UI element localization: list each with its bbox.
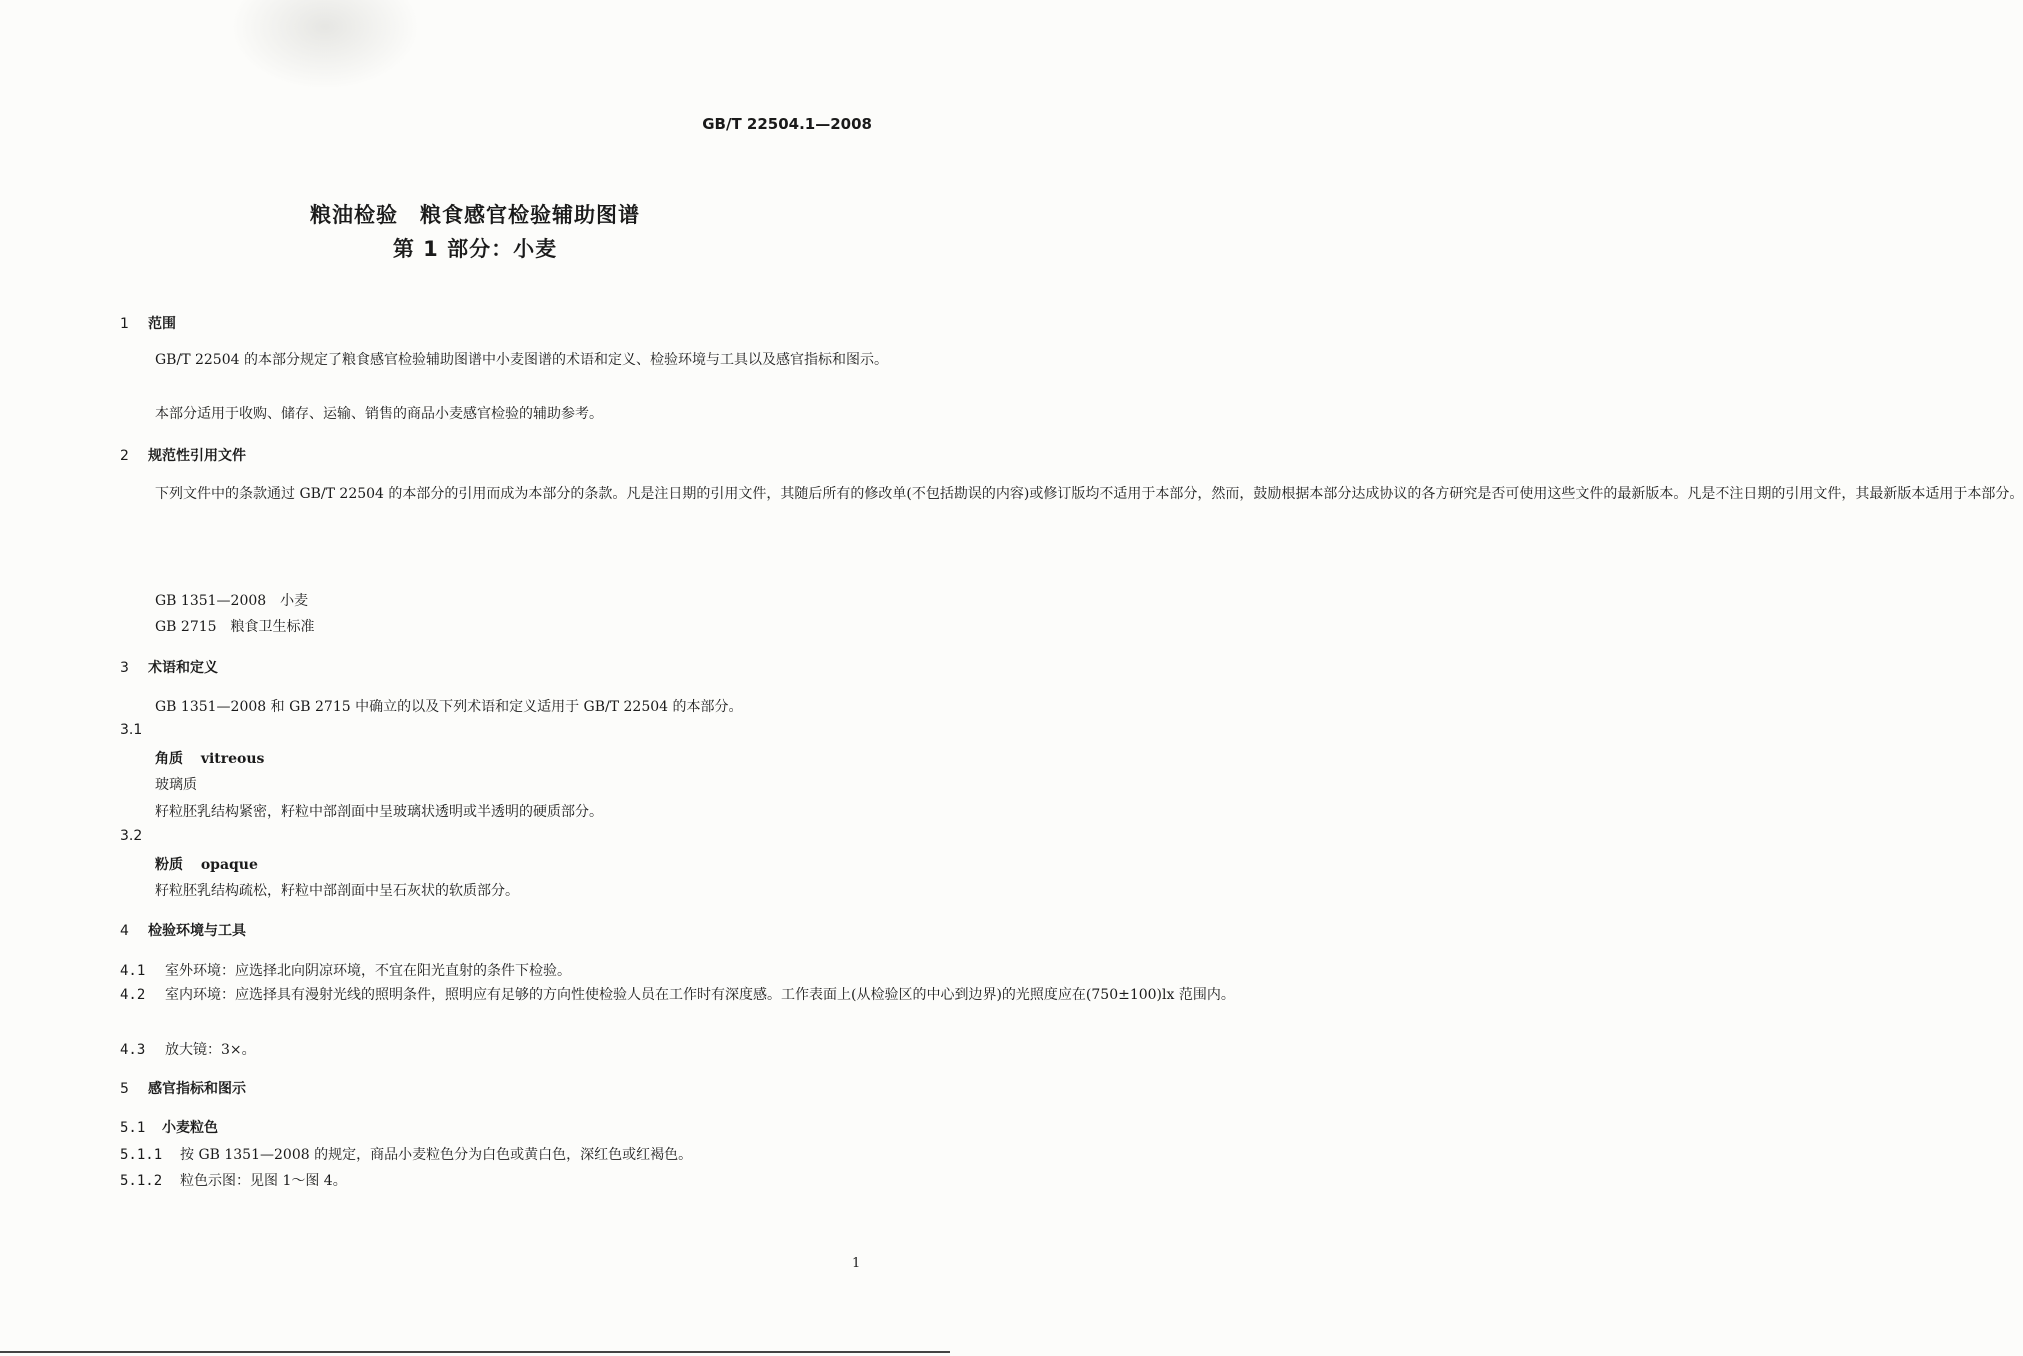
clause-5-1-1: 5.1.1 按 GB 1351—2008 的规定，商品小麦粒色分为白色或黄白色，深红色或红褐色。 bbox=[120, 1147, 693, 1163]
section-1-heading: 1 范围 bbox=[120, 316, 176, 332]
clause-4-1: 4.1 室外环境：应选择北向阴凉环境，不宜在阳光直射的条件下检验。 bbox=[120, 963, 571, 979]
clause-4-2: 4.2 室内环境：应选择具有漫射光线的照明条件，照明应有足够的方向性使检验人员在工作时有深度感。工作表面上(从检验区的中心到边界)的光照度应在(750±100)lx 范围内。 bbox=[120, 987, 1235, 1003]
section-3-paragraph: GB 1351—2008 和 GB 2715 中确立的以及下列术语和定义适用于 GB/T 22504 的本部分。 bbox=[155, 699, 743, 715]
section-5-heading: 5 感官指标和图示 bbox=[120, 1081, 246, 1097]
section-2-heading: 2 规范性引用文件 bbox=[120, 448, 246, 464]
section-4-heading: 4 检验环境与工具 bbox=[120, 923, 246, 939]
clause-4-3: 4.3 放大镜：3×。 bbox=[120, 1042, 256, 1058]
bottom-rule bbox=[0, 1351, 950, 1353]
term-definition: 籽粒胚乳结构紧密，籽粒中部剖面中呈玻璃状透明或半透明的硬质部分。 bbox=[155, 804, 603, 820]
term-number: 3.2 bbox=[120, 828, 143, 844]
normative-reference: GB 2715 粮食卫生标准 bbox=[155, 619, 315, 635]
page-number: 1 bbox=[852, 1256, 861, 1271]
term-name: 粉质 opaque bbox=[155, 857, 258, 873]
term-name: 角质 vitreous bbox=[155, 751, 265, 767]
term-definition: 籽粒胚乳结构疏松，籽粒中部剖面中呈石灰状的软质部分。 bbox=[155, 883, 519, 899]
document-title: 粮油检验 粮食感官检验辅助图谱 bbox=[310, 203, 640, 227]
subsection-5-1-heading: 5.1 小麦粒色 bbox=[120, 1120, 218, 1136]
section-1-paragraph-1: GB/T 22504 的本部分规定了粮食感官检验辅助图谱中小麦图谱的术语和定义、检验环境与工具以及感官指标和图示。 bbox=[155, 352, 888, 368]
normative-reference: GB 1351—2008 小麦 bbox=[155, 593, 309, 609]
document-subtitle: 第 1 部分：小麦 bbox=[392, 237, 558, 261]
section-2-paragraph: 下列文件中的条款通过 GB/T 22504 的本部分的引用而成为本部分的条款。凡是注日期的引用文件，其随后所有的修改单(不包括勘误的内容)或修订版均不适用于本部分，然而，鼓励根据本部分达成协议的各方研究是否可使用这些文件的最新版本。凡是不注日期的引用文件，其最新版本适用于本部分。 bbox=[155, 486, 2023, 502]
scan-smudge bbox=[230, 0, 420, 90]
clause-5-1-2: 5.1.2 粒色示图：见图 1～图 4。 bbox=[120, 1173, 347, 1189]
section-3-heading: 3 术语和定义 bbox=[120, 660, 218, 676]
standard-number: GB/T 22504.1—2008 bbox=[702, 115, 872, 133]
term-number: 3.1 bbox=[120, 722, 143, 738]
section-1-paragraph-2: 本部分适用于收购、储存、运输、销售的商品小麦感官检验的辅助参考。 bbox=[155, 406, 603, 422]
term-alias: 玻璃质 bbox=[155, 777, 197, 793]
